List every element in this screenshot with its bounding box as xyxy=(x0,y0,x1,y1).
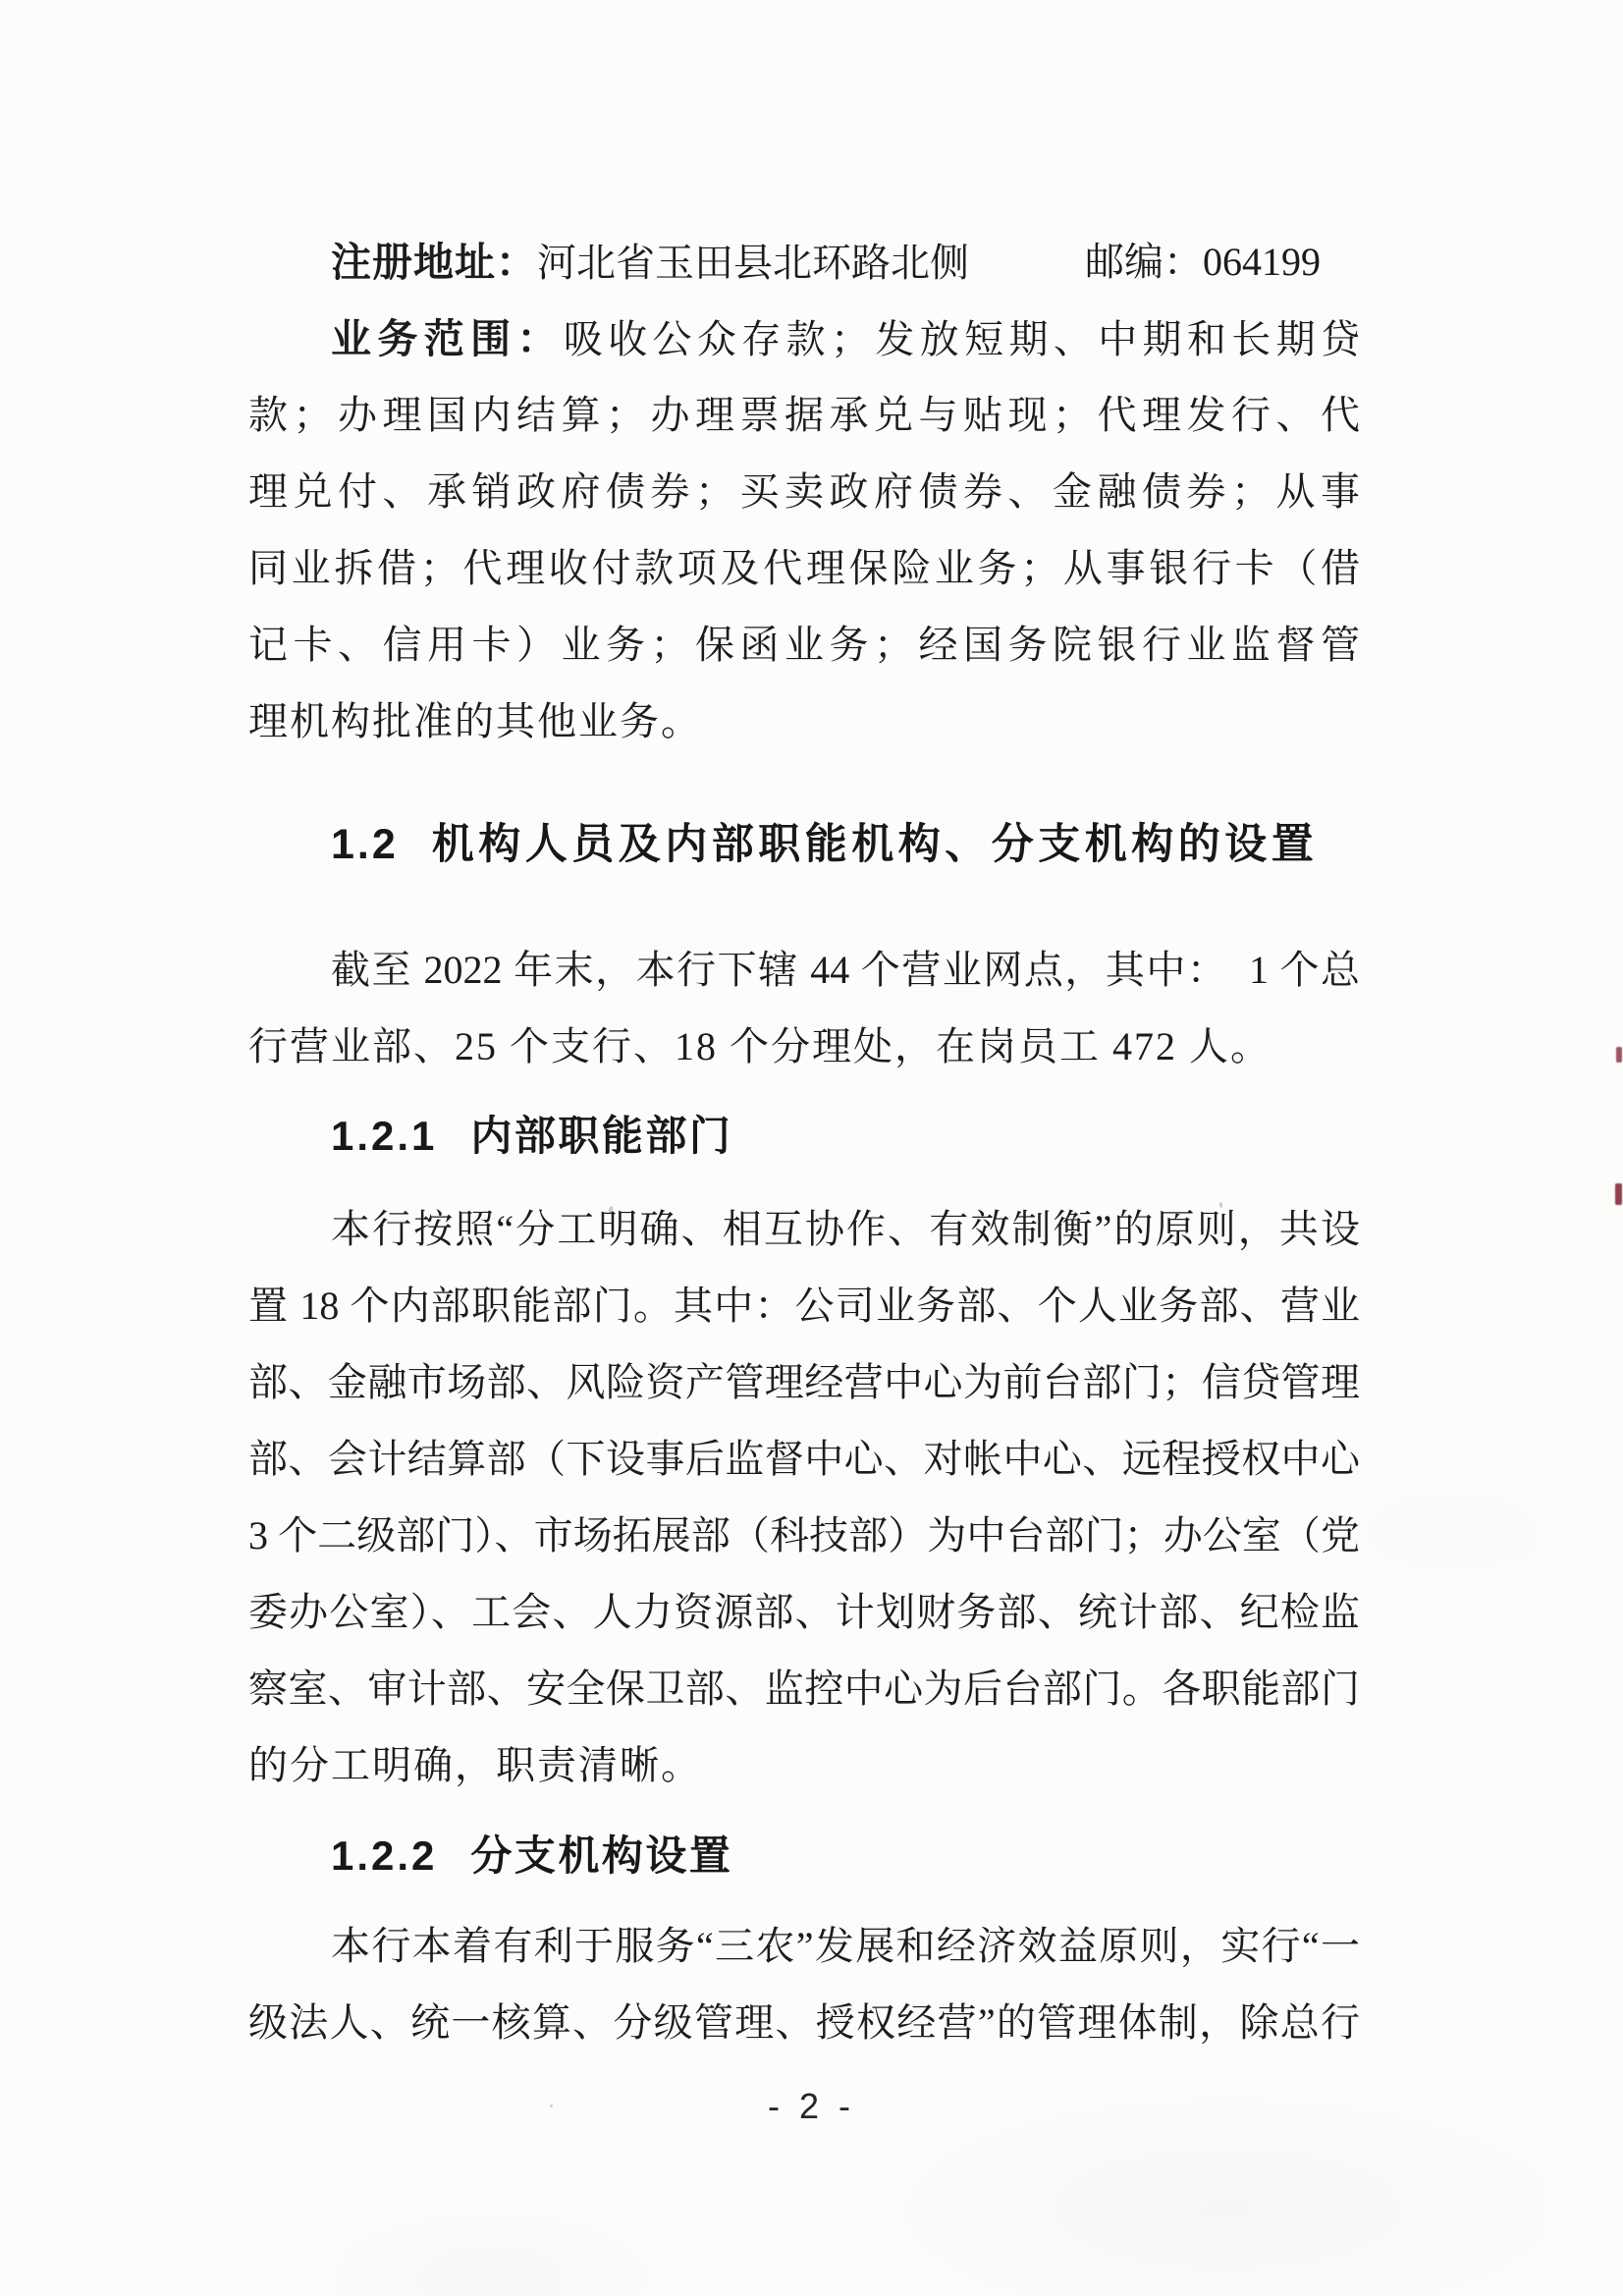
section-1-2-2-number: 1.2.2 xyxy=(331,1832,438,1879)
registered-address xyxy=(331,224,969,301)
document-content xyxy=(248,224,1360,2061)
section-1-2-2-heading xyxy=(248,1818,1360,1894)
business-scope-line-6: 理机构批准的其他业务。 xyxy=(248,699,702,743)
section-1-2-1-para-line-6: 委办公室）、工会、人力资源部、计划财务部、统计部、纪检监 xyxy=(248,1590,1360,1634)
ink-speck-3 xyxy=(550,2105,553,2107)
section-1-2-para-line-1: 截至 2022 年末，本行下辖 44 个营业网点，其中： 1 个总 xyxy=(331,948,1360,992)
section-1-2-1-para-line-8: 的分工明确，职责清晰。 xyxy=(248,1743,702,1787)
business-scope-label: 业务范围： xyxy=(331,316,564,361)
section-1-2-2-para-line-1: 本行本着有利于服务“三农”发展和经济效益原则，实行“一 xyxy=(331,1924,1360,1968)
business-scope-text: 吸收公众存款；发放短期、中期和长期贷 xyxy=(563,317,1361,361)
red-scan-artifact-2 xyxy=(1615,1183,1622,1205)
section-1-2-title: 机构人员及内部职能机构、分支机构的设置 xyxy=(431,821,1319,868)
section-1-2-1-para-line-7: 察室、审计部、安全保卫部、监控中心为后台部门。各职能部门 xyxy=(248,1667,1360,1711)
section-1-2-1-para-line-5: 3 个二级部门）、市场拓展部（科技部）为中台部门；办公室（党 xyxy=(248,1513,1360,1558)
section-1-2-1-para-line-4: 部、会计结算部（下设事后监督中心、对帐中心、远程授权中心 xyxy=(248,1437,1360,1481)
section-1-2-number: 1.2 xyxy=(331,821,399,868)
section-1-2-1-title: 内部职能部门 xyxy=(470,1113,733,1159)
section-1-2-1-heading xyxy=(248,1098,1360,1175)
business-scope-line-2: 款；办理国内结算；办理票据承兑与贴现；代理发行、代 xyxy=(248,393,1360,437)
business-scope-line-5: 记卡、信用卡）业务；保函业务；经国务院银行业监督管 xyxy=(248,623,1360,667)
section-1-2-1-para-line-3: 部、金融市场部、风险资产管理经营中心为前台部门；信贷管理 xyxy=(248,1360,1360,1404)
section-1-2-heading xyxy=(248,806,1360,883)
registered-address-line xyxy=(248,224,1360,301)
business-scope-line-1 xyxy=(248,301,1360,377)
postal-code xyxy=(1085,224,1321,301)
business-scope-line-3: 理兑付、承销政府债券；买卖政府债券、金融债券；从事 xyxy=(248,469,1360,514)
section-1-2-para-line-2: 行营业部、25 个支行、18 个分理处，在岗员工 472 人。 xyxy=(248,1024,1271,1068)
business-scope-line-4: 同业拆借；代理收付款项及代理保险业务；从事银行卡（借 xyxy=(248,546,1360,590)
postal-code-label: 邮编： xyxy=(1085,240,1203,284)
page-number: - 2 - xyxy=(767,2086,855,2126)
section-1-2-1-para-line-2: 置 18 个内部职能部门。其中：公司业务部、个人业务部、营业 xyxy=(248,1284,1360,1328)
section-1-2-2-para-line-2: 级法人、统一核算、分级管理、授权经营”的管理体制，除总行 xyxy=(248,2000,1360,2045)
postal-code-value: 064199 xyxy=(1203,240,1321,284)
red-scan-artifact-1 xyxy=(1616,1047,1622,1063)
section-1-2-1-number: 1.2.1 xyxy=(331,1113,438,1159)
registered-address-value: 河北省玉田县北环路北侧 xyxy=(537,241,969,285)
section-1-2-2-title: 分支机构设置 xyxy=(470,1832,733,1879)
registered-address-label: 注册地址： xyxy=(331,240,537,285)
section-1-2-1-para-line-1: 本行按照“分工明确、相互协作、有效制衡”的原则，共设 xyxy=(331,1207,1360,1251)
